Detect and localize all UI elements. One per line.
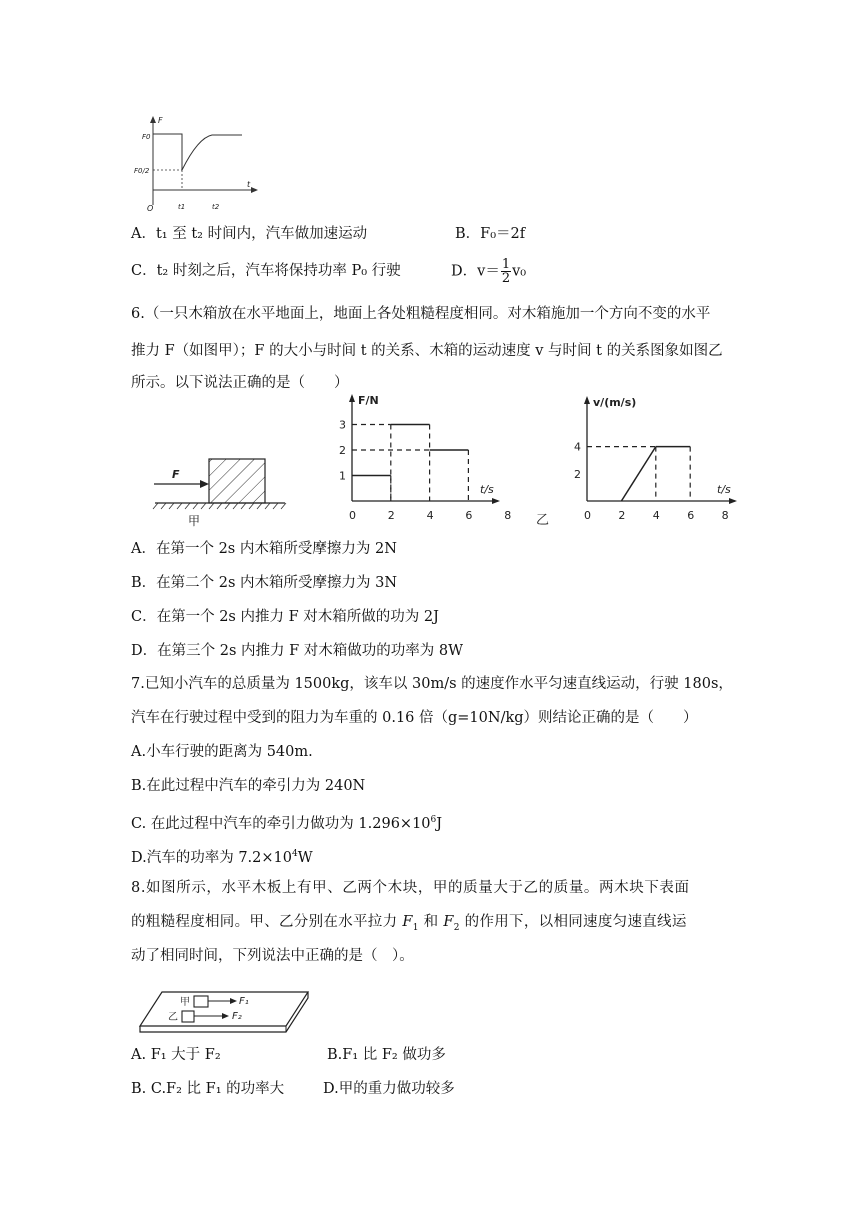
q5-tick-f0: F0 (142, 133, 151, 141)
q6-yi-label-wrap (534, 508, 554, 528)
q6-f-chart-xlabel: t/s (480, 483, 494, 496)
q6-f-chart-xtick-0: 0 (349, 509, 356, 522)
q5-tick-f0-half: F0/2 (134, 167, 150, 175)
q8-figure (136, 988, 316, 1038)
q8-f1-sub: 1 (412, 922, 419, 933)
q5-fraction-den: 2 (501, 271, 511, 286)
q8-stem-line-3: 动了相同时间，下列说法中正确的是（ ）。 (131, 948, 414, 964)
q6-figure-jia (150, 450, 295, 530)
q6-f-chart-y-arrow (349, 394, 355, 402)
q8-option-a: A. F₁ 大于 F₂ (131, 1047, 221, 1063)
q8-option-b: B.F₁ 比 F₂ 做功多 (327, 1047, 446, 1063)
q7-option-b: B.在此过程中汽车的牵引力为 240N (131, 778, 366, 794)
q6-option-b: B．在第二个 2s 内木箱所受摩擦力为 3N (131, 575, 398, 591)
q5-origin-label: O (147, 204, 154, 213)
q6-f-chart-ytick-3: 3 (339, 418, 346, 432)
q6-f-chart-xtick-2: 2 (387, 509, 395, 522)
q6-velocity-time-chart (560, 392, 755, 522)
q7-option-d-unit: W (297, 849, 313, 866)
q6-f-chart-xtick-6: 6 (465, 509, 473, 522)
q6-v-chart-y-arrow (584, 396, 590, 404)
q5-option-d-suffix: v₀ (512, 263, 527, 280)
q5-x-axis-label: t (247, 180, 251, 189)
q6-yi-label: 乙 (536, 513, 550, 528)
q6-v-chart-xtick-4: 4 (652, 509, 660, 522)
q8-board-top (140, 992, 308, 1026)
q6-v-chart-xlabel: t/s (717, 483, 731, 496)
q5-option-d (451, 258, 526, 285)
q8-block-yi-label: 乙 (168, 1012, 178, 1023)
q5-option-a: A．t₁ 至 t₂ 时间内，汽车做加速运动 (131, 226, 368, 242)
q5-y-axis-label: F (158, 116, 163, 125)
q8-f1: F (402, 914, 413, 930)
q5-force-curve (153, 134, 242, 170)
q6-v-chart-ylabel: v/(m/s) (593, 396, 637, 409)
q8-stem-line-2-post: 的作用下，以相同速度匀速直线运 (459, 914, 687, 930)
q6-force-label: F (172, 468, 180, 481)
q8-f2-sub: 2 (453, 922, 460, 933)
q7-option-c-exp: 6 (430, 815, 437, 825)
q6-option-a: A．在第一个 2s 内木箱所受摩擦力为 2N (131, 541, 397, 557)
q6-f-chart-x-arrow (492, 498, 500, 504)
q5-option-d-prefix: D．v＝ (451, 263, 500, 280)
q8-stem-line-2 (131, 912, 687, 938)
q6-option-c: C．在第一个 2s 内推力 F 对木箱所做的功为 2J (131, 609, 439, 625)
q6-option-d: D．在第三个 2s 内推力 F 对木箱做功的功率为 8W (131, 643, 464, 659)
q6-v-chart-segment-0 (621, 447, 655, 501)
q6-v-chart-xtick-2: 2 (618, 509, 626, 522)
q8-force-2-label: F₂ (232, 1011, 242, 1022)
q8-stem-line-2-mid: 和 (418, 914, 444, 930)
q7-option-c (131, 810, 442, 834)
q6-f-chart-ytick-1: 1 (339, 469, 346, 483)
q8-option-c: B. C.F₂ 比 F₁ 的功率大 (131, 1081, 285, 1097)
q8-stem-line-2-pre: 的粗糙程度相同。甲、乙分别在水平拉力 (131, 914, 403, 930)
q8-option-d: D.甲的重力做功较多 (323, 1081, 455, 1097)
q5-option-c: C．t₂ 时刻之后，汽车将保持功率 P₀ 行驶 (131, 263, 401, 279)
q6-f-chart-xtick-8: 8 (504, 509, 512, 522)
q5-option-b: B．F₀＝2f (455, 226, 526, 242)
q6-wooden-box (209, 459, 265, 503)
q6-v-chart-ytick-2: 2 (574, 467, 581, 481)
q8-block-jia (194, 996, 208, 1007)
q8-block-jia-label: 甲 (180, 997, 190, 1008)
q7-stem-line-2: 汽车在行驶过程中受到的阻力为车重的 0.16 倍（g=10N/kg）则结论正确的是（ ） (131, 710, 698, 726)
q6-v-chart-x-arrow (729, 498, 737, 504)
q7-option-c-unit: J (436, 815, 443, 832)
q5-tick-t2: t2 (212, 203, 220, 211)
q5-fraction (501, 258, 511, 285)
q7-option-a: A.小车行驶的距离为 540m. (131, 744, 313, 760)
q6-stem-line-3: 所示。以下说法正确的是（ ） (131, 375, 349, 391)
q6-f-chart-ytick-2: 2 (339, 444, 346, 457)
q7-stem-line-1: 7.已知小汽车的总质量为 1500kg，该车以 30m/s 的速度作水平匀速直线运动，行驶 180s， (131, 676, 733, 692)
q6-force-time-chart (335, 392, 510, 522)
q7-option-d-text: D.汽车的功率为 7.2×10 (131, 849, 292, 866)
q6-f-chart-xtick-4: 4 (426, 509, 434, 522)
q6-v-chart-xtick-8: 8 (721, 509, 729, 522)
q8-f2: F (443, 914, 454, 930)
q7-option-d (131, 844, 313, 868)
q6-v-chart-xtick-6: 6 (687, 509, 695, 522)
q5-force-time-graph (130, 115, 265, 215)
q5-fraction-num: 1 (501, 257, 511, 272)
q6-stem-line-2: 推力 F（如图甲）；F 的大小与时间 t 的关系、木箱的运动速度 v 与时间 t 的关系图象如图乙 (131, 343, 723, 359)
q5-tick-t1: t1 (178, 203, 186, 211)
q6-stem-line-1: 6.（一只木箱放在水平地面上，地面上各处粗糙程度相同。对木箱施加一个方向不变的水平 (131, 306, 711, 322)
q6-jia-label: 甲 (188, 514, 201, 528)
q8-force-1-label: F₁ (239, 996, 249, 1007)
q8-stem-line-1: 8.如图所示，水平木板上有甲、乙两个木块，甲的质量大于乙的质量。两木块下表面 (131, 880, 690, 896)
q7-option-d-exp: 4 (292, 849, 298, 859)
q6-v-chart-xtick-0: 0 (584, 509, 591, 522)
q8-block-yi (182, 1011, 194, 1022)
q6-v-chart-ytick-4: 4 (574, 440, 581, 454)
q7-option-c-text: C. 在此过程中汽车的牵引力做功为 1.296×10 (131, 815, 431, 832)
q6-f-chart-ylabel: F/N (358, 394, 379, 407)
